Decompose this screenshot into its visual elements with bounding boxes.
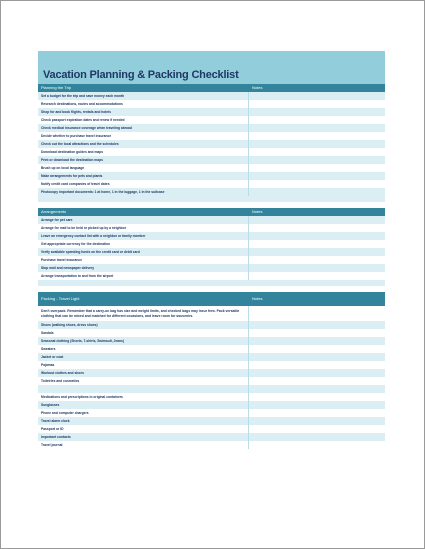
checklist-row — [38, 321, 385, 329]
packing-intro: Don't overpack. Remember that a carry-on bag has size and weight limits, and checked bags may incur fees. Pack versatile clothing that can be mixed and matched for different occasions, and leave room for souvenirs. — [38, 306, 249, 321]
checklist-row — [38, 256, 385, 264]
checklist-item[interactable]: Jacket or coat — [38, 353, 249, 361]
notes-cell[interactable] — [249, 433, 385, 441]
notes-column-header: Notes — [252, 209, 263, 214]
notes-cell[interactable] — [249, 100, 385, 108]
notes-cell[interactable] — [249, 369, 385, 377]
checklist-row — [38, 441, 385, 449]
checklist-sheet — [38, 51, 385, 449]
checklist-item[interactable]: Arrange for mail to be held or picked up by a neighbor — [38, 224, 249, 232]
notes-cell[interactable] — [249, 401, 385, 409]
notes-cell[interactable] — [249, 377, 385, 385]
section-planning-items — [38, 92, 385, 196]
checklist-item[interactable]: Arrange transportation to and from the airport — [38, 272, 249, 280]
notes-cell[interactable] — [249, 425, 385, 433]
section-title: Packing - Travel Light — [41, 296, 80, 301]
checklist-row — [38, 272, 385, 280]
checklist-row — [38, 232, 385, 240]
checklist-row — [38, 385, 385, 393]
checklist-item[interactable]: Research destinations, routes and accommodations — [38, 100, 249, 108]
section-arrangements-items — [38, 216, 385, 280]
checklist-row — [38, 345, 385, 353]
checklist-item[interactable]: Travel alarm clock — [38, 417, 249, 425]
section-header-planning — [38, 84, 385, 92]
checklist-item[interactable]: Seasonal clothing (Shorts, T-shirts, Swimsuit, Jeans) — [38, 337, 249, 345]
notes-cell[interactable] — [249, 148, 385, 156]
section-packing-items — [38, 321, 385, 449]
checklist-row — [38, 148, 385, 156]
checklist-item[interactable]: Download destination guides and maps — [38, 148, 249, 156]
checklist-row — [38, 329, 385, 337]
checklist-row — [38, 425, 385, 433]
notes-cell[interactable] — [249, 329, 385, 337]
checklist-item[interactable]: Arrange for pet care — [38, 216, 249, 224]
checklist-row — [38, 124, 385, 132]
checklist-item[interactable]: Passport or ID — [38, 425, 249, 433]
notes-cell[interactable] — [249, 256, 385, 264]
notes-cell[interactable] — [249, 345, 385, 353]
checklist-row — [38, 417, 385, 425]
checklist-row — [38, 216, 385, 224]
checklist-item[interactable]: Verify available spending funds on the credit card or debit card — [38, 248, 249, 256]
checklist-row — [38, 377, 385, 385]
notes-cell[interactable] — [249, 232, 385, 240]
checklist-row — [38, 264, 385, 272]
checklist-row — [38, 164, 385, 172]
notes-cell[interactable] — [249, 417, 385, 425]
checklist-item[interactable]: Brush up on local language — [38, 164, 249, 172]
notes-cell[interactable] — [249, 385, 385, 393]
checklist-item[interactable]: Stop mail and newspaper delivery — [38, 264, 249, 272]
notes-cell[interactable] — [249, 321, 385, 329]
checklist-item[interactable]: Notify credit card companies of travel dates — [38, 180, 249, 188]
checklist-row — [38, 92, 385, 100]
checklist-row — [38, 361, 385, 369]
notes-cell[interactable] — [249, 224, 385, 232]
checklist-item[interactable] — [38, 385, 249, 393]
notes-cell[interactable] — [249, 156, 385, 164]
checklist-item[interactable]: Medications and prescriptions in original containers — [38, 393, 249, 401]
checklist-row — [38, 132, 385, 140]
checklist-item[interactable]: Sunglasses — [38, 401, 249, 409]
notes-cell[interactable] — [249, 116, 385, 124]
notes-cell[interactable] — [249, 132, 385, 140]
notes-cell[interactable] — [249, 248, 385, 256]
checklist-item[interactable]: Workout clothes and shoes — [38, 369, 249, 377]
checklist-row — [38, 337, 385, 345]
checklist-row — [38, 180, 385, 188]
notes-cell[interactable] — [249, 188, 385, 196]
checklist-row — [38, 108, 385, 116]
notes-cell[interactable] — [249, 240, 385, 248]
notes-column-header: Notes — [252, 296, 263, 301]
notes-cell[interactable] — [249, 272, 385, 280]
notes-cell[interactable] — [249, 124, 385, 132]
checklist-item[interactable]: Phone and computer chargers — [38, 409, 249, 417]
checklist-row — [38, 248, 385, 256]
checklist-item[interactable]: Important contacts — [38, 433, 249, 441]
checklist-item[interactable]: Shoes (walking shoes, dress shoes) — [38, 321, 249, 329]
checklist-item[interactable]: Check passport expiration dates and renew if needed — [38, 116, 249, 124]
notes-cell[interactable] — [249, 393, 385, 401]
checklist-item[interactable]: Get appropriate currency for the destination — [38, 240, 249, 248]
checklist-item[interactable]: Leave an emergency contact list with a neighbor or family member — [38, 232, 249, 240]
checklist-row — [38, 393, 385, 401]
checklist-row — [38, 353, 385, 361]
checklist-row — [38, 224, 385, 232]
notes-cell[interactable] — [249, 216, 385, 224]
checklist-row — [38, 116, 385, 124]
checklist-row — [38, 172, 385, 180]
notes-cell[interactable] — [249, 264, 385, 272]
checklist-row — [38, 240, 385, 248]
checklist-item[interactable]: Toiletries and cosmetics — [38, 377, 249, 385]
notes-cell[interactable] — [249, 180, 385, 188]
notes-cell[interactable] — [249, 92, 385, 100]
checklist-item[interactable]: Shop for and book flights, rentals and hotels — [38, 108, 249, 116]
notes-cell[interactable] — [249, 337, 385, 345]
checklist-item[interactable]: Make arrangements for pets and plants — [38, 172, 249, 180]
notes-cell[interactable] — [249, 172, 385, 180]
checklist-row — [38, 156, 385, 164]
checklist-item[interactable]: Purchase travel insurance — [38, 256, 249, 264]
notes-cell[interactable] — [249, 306, 385, 321]
checklist-item[interactable]: Set a budget for the trip and save money each month — [38, 92, 249, 100]
checklist-row — [38, 140, 385, 148]
section-title: Arrangements — [41, 209, 67, 214]
checklist-row — [38, 433, 385, 441]
notes-column-header: Notes — [252, 85, 263, 90]
notes-cell[interactable] — [249, 108, 385, 116]
notes-cell[interactable] — [249, 140, 385, 148]
notes-cell[interactable] — [249, 441, 385, 449]
section-title: Planning the Trip — [41, 85, 72, 90]
checklist-row — [38, 369, 385, 377]
checklist-row — [38, 401, 385, 409]
checklist-row — [38, 100, 385, 108]
checklist-row — [38, 409, 385, 417]
notes-cell[interactable] — [249, 409, 385, 417]
section-header-packing — [38, 292, 385, 306]
checklist-item[interactable]: Travel journal — [38, 441, 249, 449]
checklist-row — [38, 188, 385, 196]
checklist-item[interactable]: Photocopy important documents: 1 at home, 1 in the luggage, 1 in the suitcase — [38, 188, 249, 196]
checklist-item[interactable]: Sandals — [38, 329, 249, 337]
page-title: Vacation Planning & Packing Checklist — [43, 69, 239, 81]
checklist-item[interactable]: Print or download the destination maps — [38, 156, 249, 164]
notes-cell[interactable] — [249, 353, 385, 361]
checklist-item[interactable]: Sweaters — [38, 345, 249, 353]
title-bar — [38, 51, 385, 84]
checklist-item[interactable]: Check medical insurance coverage when traveling abroad — [38, 124, 249, 132]
checklist-item[interactable]: Check out the local attractions and the schedules — [38, 140, 249, 148]
notes-cell[interactable] — [249, 164, 385, 172]
notes-cell[interactable] — [249, 361, 385, 369]
checklist-item[interactable]: Pajamas — [38, 361, 249, 369]
packing-intro-row — [38, 306, 385, 321]
checklist-item[interactable]: Decide whether to purchase travel insurance — [38, 132, 249, 140]
section-header-arrangements — [38, 208, 385, 216]
